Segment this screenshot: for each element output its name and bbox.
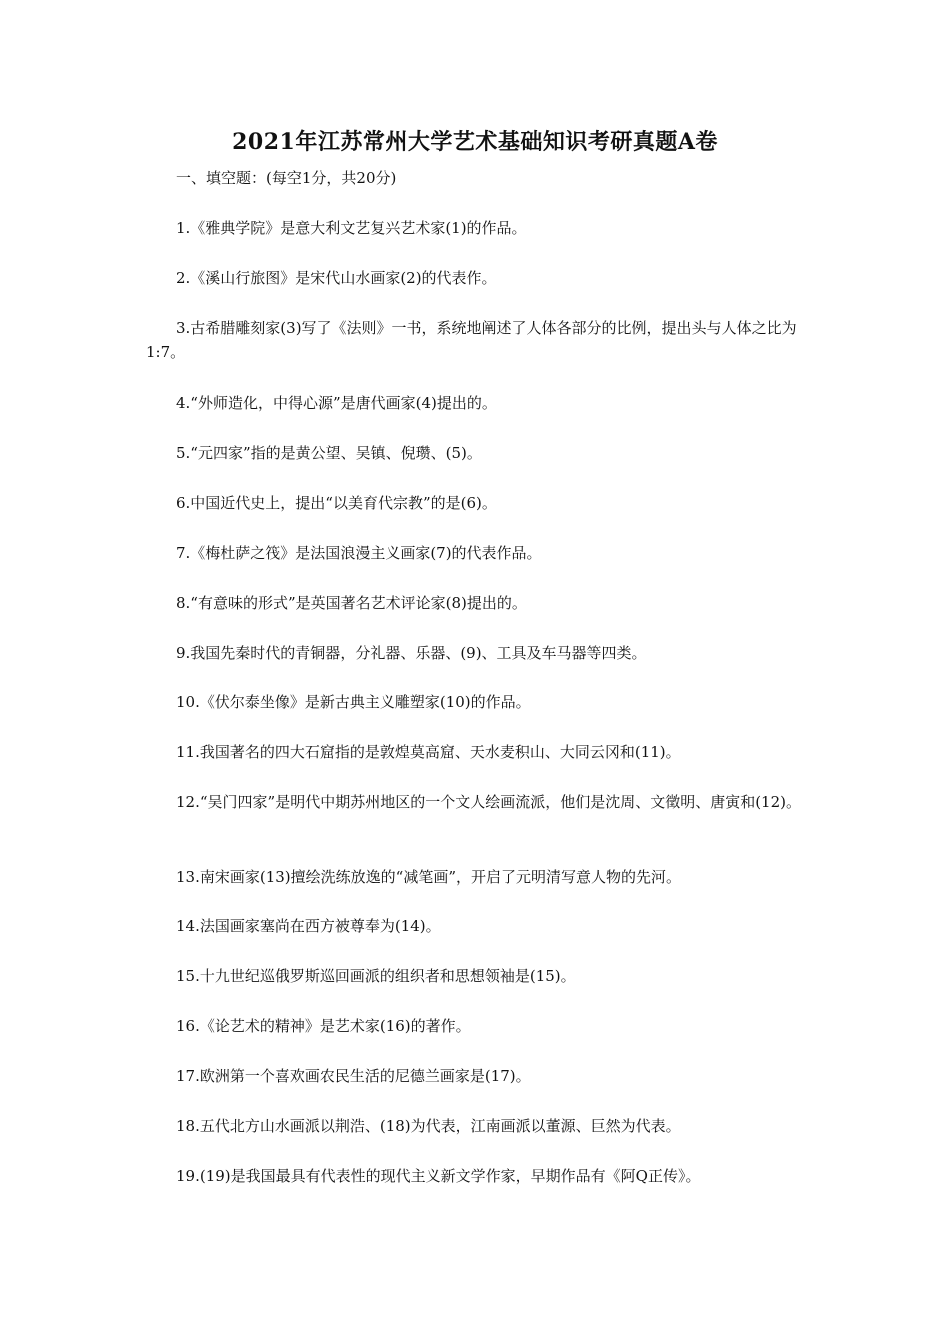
question-4: 4.“外师造化，中得心源”是唐代画家(4)提出的。 bbox=[176, 394, 497, 412]
question-7: 7.《梅杜萨之筏》是法国浪漫主义画家(7)的代表作品。 bbox=[176, 544, 542, 562]
question-12: 12.“吴门四家”是明代中期苏州地区的一个文人绘画流派，他们是沈周、文徵明、唐寅和(12)。 bbox=[176, 793, 801, 811]
question-13: 13.南宋画家(13)擅绘洗练放逸的“减笔画”，开启了元明清写意人物的先河。 bbox=[176, 868, 681, 886]
question-6: 6.中国近代史上，提出“以美育代宗教”的是(6)。 bbox=[176, 494, 497, 512]
question-16: 16.《论艺术的精神》是艺术家(16)的著作。 bbox=[176, 1017, 471, 1035]
question-17: 17.欧洲第一个喜欢画农民生活的尼德兰画家是(17)。 bbox=[176, 1067, 531, 1085]
document-title: 2021年江苏常州大学艺术基础知识考研真题A卷 bbox=[232, 129, 718, 155]
question-5: 5.“元四家”指的是黄公望、吴镇、倪瓒、(5)。 bbox=[176, 444, 482, 462]
question-10: 10.《伏尔泰坐像》是新古典主义雕塑家(10)的作品。 bbox=[176, 693, 531, 711]
question-11: 11.我国著名的四大石窟指的是敦煌莫高窟、天水麦积山、大同云冈和(11)。 bbox=[176, 743, 681, 761]
question-9: 9.我国先秦时代的青铜器，分礼器、乐器、(9)、工具及车马器等四类。 bbox=[176, 644, 647, 662]
question-15: 15.十九世纪巡俄罗斯巡回画派的组织者和思想领袖是(15)。 bbox=[176, 967, 576, 985]
question-19: 19.(19)是我国最具有代表性的现代主义新文学作家，早期作品有《阿Q正传》。 bbox=[176, 1167, 701, 1185]
question-18: 18.五代北方山水画派以荆浩、(18)为代表，江南画派以董源、巨然为代表。 bbox=[176, 1117, 681, 1135]
question-3: 3.古希腊雕刻家(3)写了《法则》一书，系统地阐述了人体各部分的比例，提出头与人体之比为1:7。 bbox=[146, 319, 797, 361]
question-2: 2.《溪山行旅图》是宋代山水画家(2)的代表作。 bbox=[176, 269, 497, 287]
question-1: 1.《雅典学院》是意大利文艺复兴艺术家(1)的作品。 bbox=[176, 219, 527, 237]
question-14: 14.法国画家塞尚在西方被尊奉为(14)。 bbox=[176, 917, 441, 935]
question-8: 8.“有意味的形式”是英国著名艺术评论家(8)提出的。 bbox=[176, 594, 527, 612]
section-heading: 一、填空题：(每空1分，共20分) bbox=[176, 169, 397, 187]
